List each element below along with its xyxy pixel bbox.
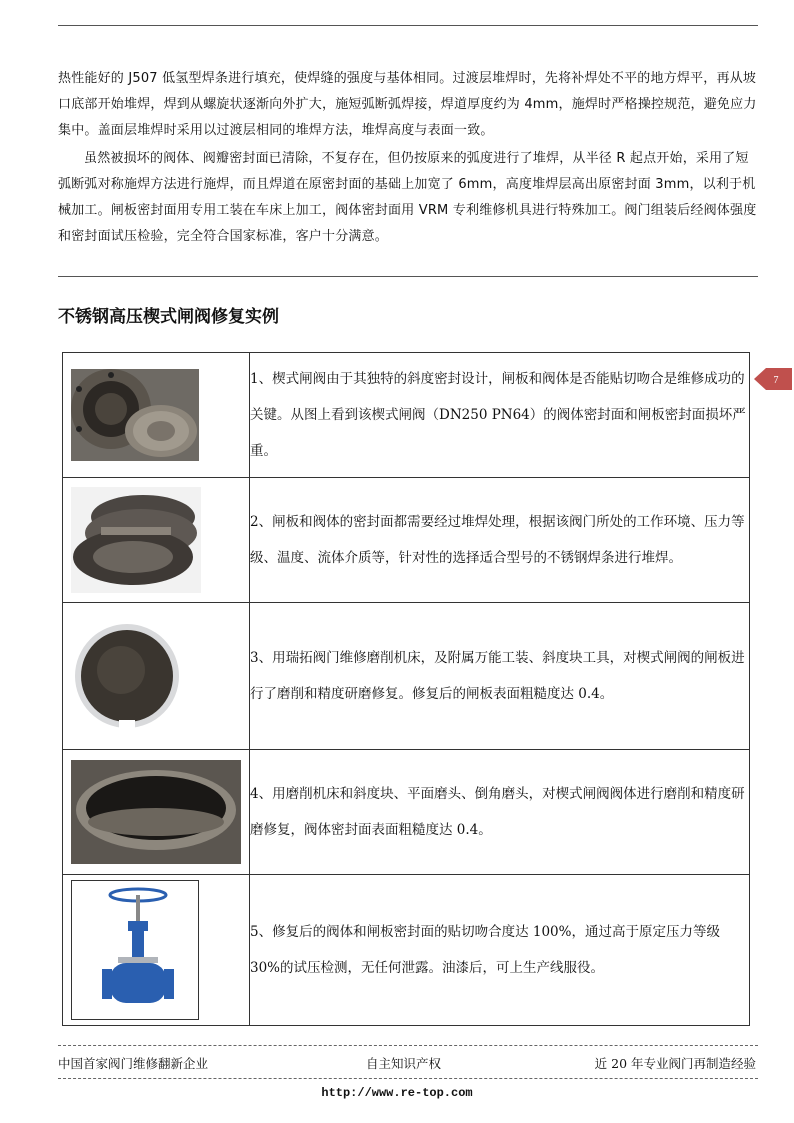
table-row	[63, 478, 750, 603]
paragraph-1: 热性能好的 J507 低氢型焊条进行填充，使焊缝的强度与基体相同。过渡层堆焊时，先将补焊处不平的地方焊平，再从坡口底部开始堆焊，焊到从螺旋状逐渐向外扩大，施短弧断弧焊接，焊道厚度约为 4mm，施焊时严格操控规范，避免应力集中。盖面层堆焊时采用以过渡层相同的堆焊方法，堆焊高度与表面一致。	[58, 71, 757, 138]
footer-right: 近 20 年专业阀门再制造经验	[594, 1056, 756, 1071]
footer-left: 中国首家阀门维修翻新企业	[58, 1056, 209, 1071]
table-row	[63, 353, 750, 478]
step-text: 3、用瑞拓阀门维修磨削机床，及附属万能工装、斜度块工具，对楔式闸阀的闸板进行了磨削和精度研磨修复。修复后的闸板表面粗糙度达 0.4。	[250, 603, 750, 750]
step-text: 5、修复后的阀体和闸板密封面的贴切吻合度达 100%，通过高于原定压力等级 30%的试压检测，无任何泄露。油漆后，可上生产线服役。	[250, 875, 750, 1026]
step-text: 1、楔式闸阀由于其独特的斜度密封设计，闸板和阀体是否能贴切吻合是维修成功的关键。从图上看到该楔式闸阀（DN250 PN64）的阀体密封面和闸板密封面损坏严重。	[250, 353, 750, 478]
page-number-marker	[754, 368, 792, 390]
table-row	[63, 875, 750, 1026]
table-row	[63, 750, 750, 875]
table-row	[63, 603, 750, 750]
paragraph-2: 虽然被损坏的阀体、阀瓣密封面已清除，不复存在，但仍按原来的弧度进行了堆焊，从半径 R 起点开始，采用了短弧断弧对称施焊方法进行施焊，而且焊道在原密封面的基础上加宽了 6mm，高度堆焊层高出原密封面 3mm，以利于机械加工。闸板密封面用专用工装在车床上加工，阀体密封面用 VRM 专利维修机具进行特殊加工。阀门组装后经阀体强度和密封面试压检验，完全符合国家标准，客户十分满意。	[58, 151, 757, 244]
photo-cell	[63, 750, 250, 875]
step-text: 2、闸板和阀体的密封面都需要经过堆焊处理，根据该阀门所处的工作环境、压力等级、温度、流体介质等，针对性的选择适合型号的不锈钢焊条进行堆焊。	[250, 478, 750, 603]
footer-url-link[interactable]: http://www.re-top.com	[321, 1086, 473, 1100]
footer-top-dash	[58, 1045, 758, 1046]
overlay-welded-gates-photo	[71, 487, 201, 593]
damaged-valve-body-and-gate-photo	[71, 369, 199, 461]
page-number: 7	[773, 375, 779, 386]
photo-cell	[63, 478, 250, 603]
step-text: 4、用磨削机床和斜度块、平面磨头、倒角磨头，对楔式闸阀阀体进行磨削和精度研磨修复，阀体密封面表面粗糙度达 0.4。	[250, 750, 750, 875]
photo-cell	[63, 353, 250, 478]
section-title: 不锈钢高压楔式闸阀修复实例	[58, 307, 279, 327]
ground-gate-disc-photo	[71, 620, 183, 732]
section-rule	[58, 276, 758, 277]
footer-bottom-dash	[58, 1078, 758, 1079]
repair-steps-table	[62, 352, 750, 1026]
top-rule	[58, 25, 758, 26]
photo-cell	[63, 603, 250, 750]
footer-center: 自主知识产权	[366, 1056, 442, 1071]
photo-cell	[63, 875, 250, 1026]
repaired-blue-gate-valve-photo	[71, 880, 199, 1020]
valve-body-seat-photo	[71, 760, 241, 864]
